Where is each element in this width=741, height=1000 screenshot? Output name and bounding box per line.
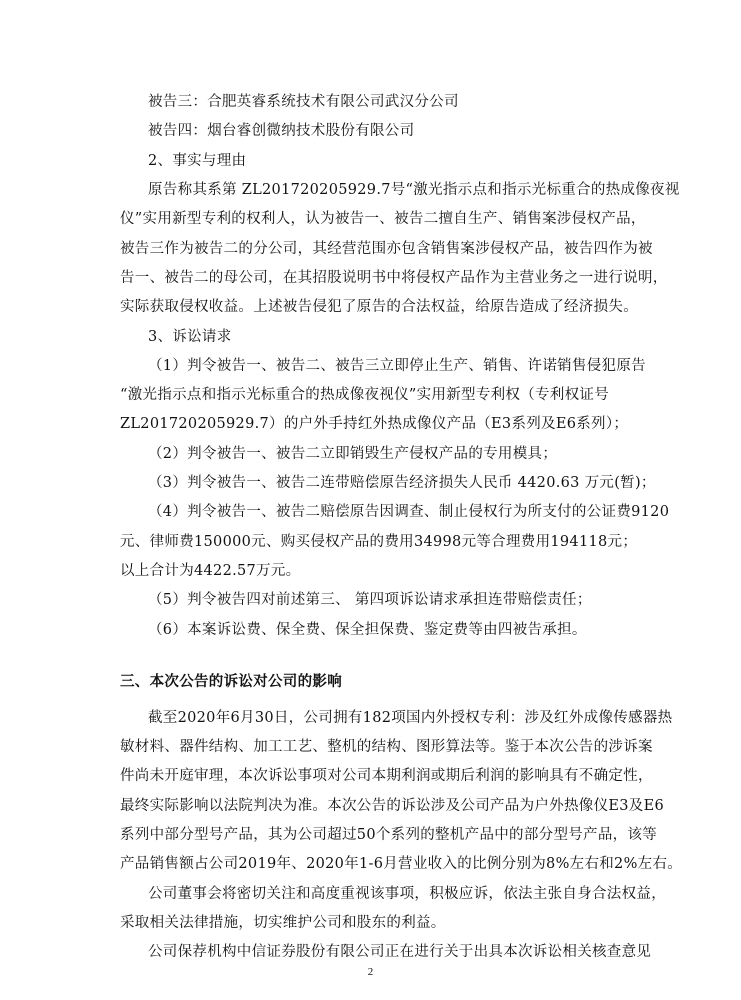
text-line: （4）判令被告一、被告二赔偿原告因调查、制止侵权行为所支付的公证费9120 bbox=[148, 504, 670, 520]
text-line: 被告三：合肥英睿系统技术有限公司武汉分公司 bbox=[148, 94, 459, 110]
page-number: 2 bbox=[367, 966, 374, 978]
text-line: 产品销售额占公司2019年、2020年1-6月营业收入的比例分别为8%左右和2%左右。 bbox=[120, 856, 683, 872]
text-line: 原告称其系第 ZL201720205929.7号“激光指示点和指示光标重合的热成像夜视 bbox=[148, 182, 680, 198]
text-line: 被告四：烟台睿创微纳技术股份有限公司 bbox=[148, 123, 415, 139]
text-line: （5）判令被告四对前述第三、 第四项诉讼请求承担连带赔偿责任； bbox=[148, 592, 592, 608]
text-line: （6）本案诉讼费、保全费、保全担保费、鉴定费等由四被告承担。 bbox=[148, 622, 587, 638]
text-line: 公司董事会将密切关注和高度重视该事项，积极应诉，依法主张自身合法权益， bbox=[148, 886, 666, 902]
text-line: 最终实际影响以法院判决为准。本次公告的诉讼涉及公司产品为户外热像仪E3及E6 bbox=[120, 798, 665, 814]
text-line: 公司保荐机构中信证券股份有限公司正在进行关于出具本次诉讼相关核查意见 bbox=[148, 944, 652, 960]
text-line: “激光指示点和指示光标重合的热成像夜视仪”实用新型专利权（专利权证号 bbox=[120, 387, 610, 403]
text-line: 以上合计为4422.57万元。 bbox=[120, 563, 301, 579]
text-line: 件尚未开庭审理，本次诉讼事项对公司本期利润或期后利润的影响具有不确定性， bbox=[120, 768, 653, 784]
text-line: 被告三作为被告二的分公司，其经营范围亦包含销售案涉侵权产品，被告四作为被 bbox=[120, 241, 653, 257]
text-line: 敏材料、器件结构、加工工艺、整机的结构、图形算法等。鉴于本次公告的涉诉案 bbox=[120, 739, 653, 755]
text-line: 实际获取侵权收益。上述被告侵犯了原告的合法权益，给原告造成了经济损失。 bbox=[120, 299, 638, 315]
text-line: 采取相关法律措施，切实维护公司和股东的利益。 bbox=[120, 915, 446, 931]
text-line: （1）判令被告一、被告二、被告三立即停止生产、销售、许诺销售侵犯原告 bbox=[148, 358, 646, 374]
text-line: 2、事实与理由 bbox=[148, 153, 247, 169]
text-line: 仪”实用新型专利的权利人，认为被告一、被告二擅自生产、销售案涉侵权产品， bbox=[120, 211, 646, 227]
text-line: 元、律师费150000元、购买侵权产品的费用34998元等合理费用194118元； bbox=[120, 534, 638, 550]
section-heading: 三、本次公告的诉讼对公司的影响 bbox=[120, 674, 342, 690]
text-line: 3、诉讼请求 bbox=[148, 329, 232, 345]
text-line: （2）判令被告一、被告二立即销毁生产侵权产品的专用模具； bbox=[148, 446, 558, 462]
text-line: ZL201720205929.7）的户外手持红外热成像仪产品（E3系列及E6系列）； bbox=[120, 416, 629, 432]
text-line: （3）判令被告一、被告二连带赔偿原告经济损失人民币 4420.63 万元(暂)； bbox=[148, 475, 656, 491]
text-line: 告一、被告二的母公司，在其招股说明书中将侵权产品作为主营业务之一进行说明， bbox=[120, 270, 668, 286]
text-line: 截至2020年6月30日，公司拥有182项国内外授权专利：涉及红外成像传感器热 bbox=[148, 710, 673, 726]
text-line: 系列中部分型号产品，其为公司超过50个系列的整机产品中的部分型号产品，该等 bbox=[120, 827, 658, 843]
